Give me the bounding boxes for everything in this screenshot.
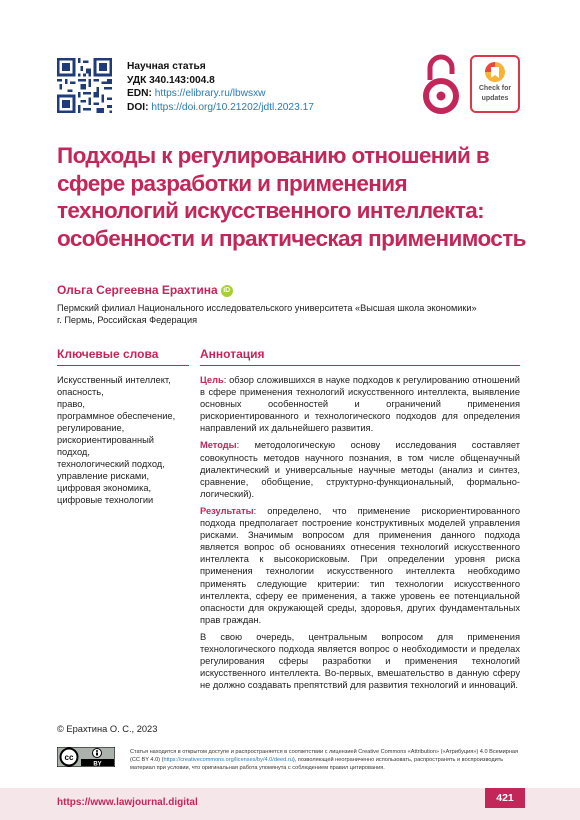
abstract-goal bbox=[200, 374, 520, 434]
article-meta bbox=[127, 60, 314, 114]
article-type: Научная статья bbox=[127, 61, 206, 72]
abstract-methods bbox=[200, 439, 520, 499]
keyword-item: технологический подход, bbox=[57, 459, 165, 469]
license-text-after: ), позволяющей неограниченно использовать, распространять и воспроизводить материал при условии, что оригинальная работа упомянута с соблюдением правил цитирования. bbox=[130, 757, 504, 771]
license-link[interactable]: https://creativecommons.org/licenses/by/4.0/deed.ru bbox=[163, 757, 293, 763]
goal-label: Цель bbox=[200, 375, 224, 385]
keywords-list bbox=[57, 374, 192, 506]
keyword-item: управление рисками, bbox=[57, 471, 150, 481]
keyword-item: Искусственный интеллект, bbox=[57, 375, 171, 385]
edn-label: EDN: bbox=[127, 88, 152, 99]
license-text-before: Статья находится в открытом доступе и распространяется в соответствии с лицензией Creative Commons «Attribution» («Атрибуция») 4.0 Всемирная (CC BY 4.0) ( bbox=[130, 749, 519, 763]
cc-text: cc bbox=[64, 753, 74, 762]
keywords-heading: Ключевые слова bbox=[57, 347, 159, 361]
edn-line bbox=[127, 87, 314, 101]
keyword-item: подход, bbox=[57, 447, 90, 457]
author-name[interactable]: Ольга Сергеевна Ерахтина bbox=[57, 283, 218, 297]
keyword-item: опасность, bbox=[57, 387, 104, 397]
abstract-body bbox=[200, 374, 520, 696]
doi-label: DOI: bbox=[127, 101, 149, 113]
abstract-results bbox=[200, 505, 520, 626]
check-for-updates-badge[interactable] bbox=[470, 55, 520, 113]
keyword-item: регулирование, bbox=[57, 423, 125, 433]
copyright: © Ерахтина О. С., 2023 bbox=[57, 724, 158, 734]
author-name-line bbox=[57, 283, 233, 297]
methods-label: Методы bbox=[200, 440, 237, 451]
results-text: : определено, что применение рискориентированного подхода предполагает построение конструктивных моделей управления рисками. Значимым вопросом для применения данного подхода является вопрос об основаниях отнесения технологий искусственного интеллекта к высокорисковым. При определении уровня риска применения технологии искусственного интеллекта необходимо применять следующие критерии: тип технологии искусственного интеллекта, сферу ее применения, а также уровень ее потенциальной опасности для окружающей среды, здоровья, других фундаментальных прав граждан. bbox=[200, 505, 520, 625]
orcid-icon[interactable]: iD bbox=[221, 285, 233, 297]
abstract-paragraph: В свою очередь, центральным вопросом для применения технологического подхода является вопрос о необходимости и пределах регулирования сферы разработки и применения технологий искусственного интеллекта. Во-первых, вмешательство в данную сферу не должно создавать препятствий для развития технологий и инноваций. bbox=[200, 631, 520, 691]
check-updates-line2: updates bbox=[481, 94, 509, 102]
affiliation-line-2: г. Пермь, Российская Федерация bbox=[57, 315, 198, 326]
page-number: 421 bbox=[485, 788, 525, 808]
affiliation-line-1: Пермский филиал Национального исследовательского университета «Высшая школа экономики» bbox=[57, 303, 477, 313]
open-access-icon bbox=[418, 54, 464, 116]
article-title: Подходы к регулированию отношений в сфере разработки и применения технологий искусственного интеллекта: особенности и практическая применимость bbox=[57, 143, 526, 251]
results-label: Результаты bbox=[200, 505, 254, 516]
methods-text: : методологическую основу исследования составляет совокупность методов научного познания, в том числе общенаучный диалектический и универсальные научные методы (анализ и синтез, сравнение, обобщение, структурно-функциональный, формально-логический). bbox=[200, 440, 520, 499]
check-updates-line1: Check for bbox=[478, 85, 512, 92]
keyword-item: программное обеспечение, bbox=[57, 411, 176, 421]
goal-text: : обзор сложившихся в науке подходов к регулированию отношений в сфере применения технологий искусственного интеллекта, выявление основных особенностей и ограничений применения рискориентированного и технологического подходов для определения направлений их дальнейшего развития. bbox=[200, 375, 520, 434]
keyword-item: цифровые технологии bbox=[57, 495, 154, 505]
keyword-item: цифровая экономика, bbox=[57, 483, 152, 493]
bookmark-icon bbox=[484, 61, 506, 83]
cc-by-license-icon[interactable] bbox=[57, 747, 115, 767]
doi-link[interactable]: https://doi.org/10.21202/jdtl.2023.17 bbox=[151, 101, 314, 113]
keywords-divider bbox=[57, 365, 189, 366]
by-text: BY bbox=[93, 761, 102, 767]
qr-code bbox=[57, 58, 112, 113]
keyword-item: рискориентированный bbox=[57, 435, 154, 445]
edn-link[interactable]: https://elibrary.ru/lbwsxw bbox=[154, 88, 266, 99]
udk-code: УДК 340.143:004.8 bbox=[127, 74, 215, 86]
doi-line bbox=[127, 101, 314, 115]
journal-url[interactable]: https://www.lawjournal.digital bbox=[57, 797, 198, 808]
abstract-heading: Аннотация bbox=[200, 347, 265, 361]
license-text bbox=[130, 748, 522, 772]
keyword-item: право, bbox=[57, 399, 85, 409]
affiliation bbox=[57, 302, 527, 327]
abstract-divider bbox=[200, 365, 520, 366]
